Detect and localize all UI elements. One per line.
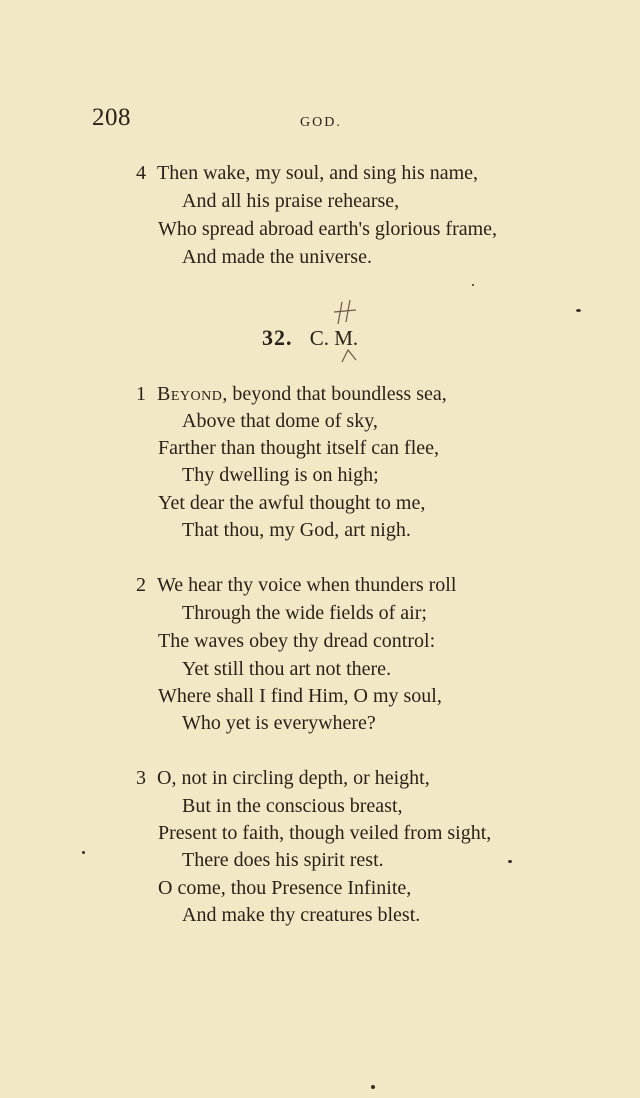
verse-line: That thou, my God, art nigh. [182,519,411,541]
verse-line: Who yet is everywhere? [182,712,376,734]
running-head: GOD. [300,115,342,130]
verse-line: Where shall I find Him, O my soul, [158,685,442,707]
verse-line: We hear thy voice when thunders roll [157,574,457,596]
verse-4-line-1 [136,161,478,185]
paper-speck [472,284,474,286]
verse-line: There does his spirit rest. [182,849,384,871]
page-number: 208 [92,104,131,131]
verse-2-line-1 [136,573,456,597]
verse-3-line-1 [136,766,430,790]
verse-line: Yet still thou art not there. [182,658,392,680]
verse-line: , beyond that boundless sea, [222,383,447,405]
verse-line: Farther than thought itself can flee, [158,437,440,459]
verse-line: O come, thou Presence Infinite, [158,877,412,899]
handwritten-annotation-mark [328,298,362,328]
paper-speck [371,1085,375,1089]
verse-line: Present to faith, though veiled from sight, [158,822,492,844]
verse-line: And all his praise rehearse, [182,190,400,212]
paper-speck [508,860,512,863]
verse-1-line-1 [136,382,447,406]
paper-speck [82,851,85,854]
verse-line: Thy dwelling is on high; [182,464,379,486]
verse-line: Who spread abroad earth's glorious frame, [158,218,498,240]
verse-number: 3 [136,767,146,789]
hymn-meter: C. M. [309,326,359,350]
verse-line: And make thy creatures blest. [182,904,421,926]
verse-line: Yet dear the awful thought to me, [158,492,426,514]
verse-line: Above that dome of sky, [182,410,378,432]
verse-line: O, not in circling depth, or height, [157,767,430,789]
verse-number: 2 [136,574,146,596]
verse-number: 1 [136,383,146,405]
verse-line: The waves obey thy dread control: [158,630,436,652]
verse-line: Through the wide fields of air; [182,602,427,624]
verse-first-word: Beyond [157,383,223,405]
verse-number: 4 [136,162,146,184]
paper-speck [576,309,581,312]
verse-line: Then wake, my soul, and sing his name, [157,162,479,184]
hymn-heading [262,325,358,351]
verse-line: But in the conscious breast, [182,795,403,817]
hymn-number: 32. [262,325,293,350]
verse-line: And made the universe. [182,246,372,268]
